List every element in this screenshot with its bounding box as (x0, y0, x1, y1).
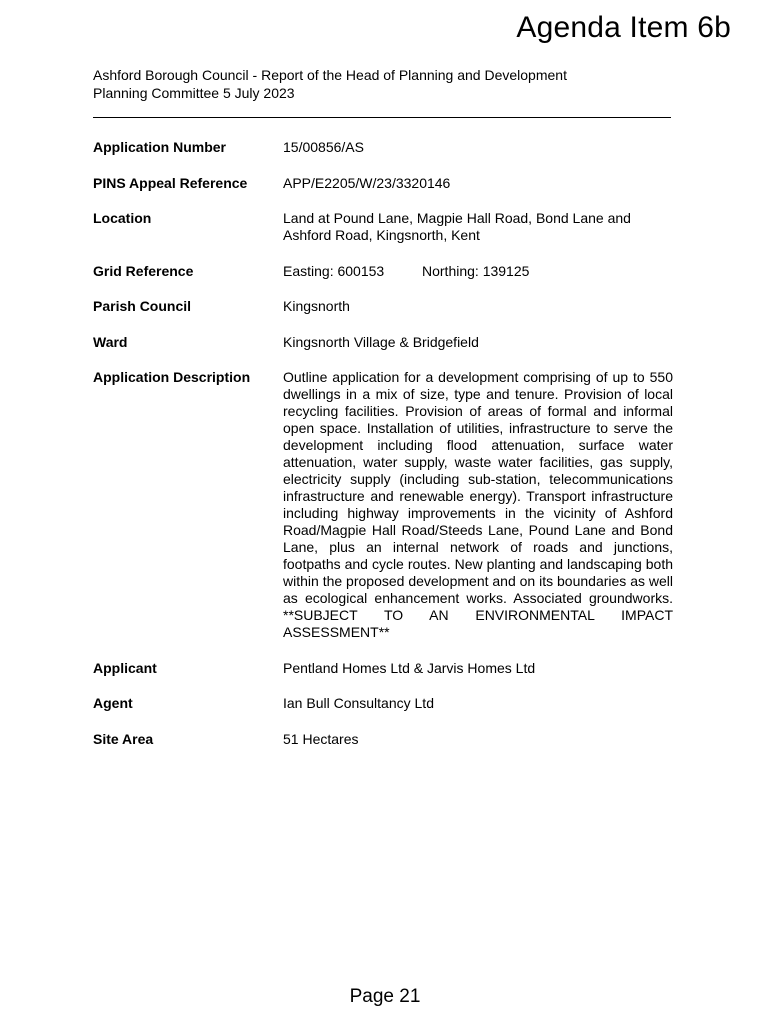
application-description-row (93, 369, 673, 641)
application-description-label: Application Description (93, 369, 251, 385)
ward-label: Ward (93, 333, 128, 350)
application-description-value: Outline application for a development comprising of up to 550 dwellings in a mix of size, type and tenure. Provision of local recycling facilities. Provision of areas of formal and informal open space. Installation of utilities, infrastructure to serve the development including flood attenuation, surface water attenuation, water supply, waste water facilities, gas supply, electricity supply (including sub-station, telecommunications infrastructure and renewable energy). Transport infrastructure including highway improvements in the vicinity of Ashford Road/Magpie Hall Road/Steeds Lane, Pound Lane and Bond Lane, plus an internal network of roads and junctions, footpaths and cycle routes. New planting and landscaping both within the proposed development and on its boundaries as well as ecological enhancement works. Associated groundworks. **SUBJECT TO AN ENVIRONMENTAL IMPACT ASSESSMENT** (283, 369, 673, 640)
pins-appeal-reference-label: PINS Appeal Reference (93, 174, 248, 191)
parish-council-label: Parish Council (93, 298, 192, 314)
location-label: Location (93, 210, 152, 226)
parish-council-value: Kingsnorth (283, 298, 350, 314)
grid-reference-label: Grid Reference (93, 262, 194, 279)
application-details (93, 139, 673, 766)
location-row (93, 210, 673, 244)
report-header (93, 66, 673, 102)
report-header-line1: Ashford Borough Council - Report of the Head of Planning and Development (93, 67, 567, 83)
agent-row (93, 695, 673, 712)
site-area-label: Site Area (93, 730, 154, 747)
header-divider (93, 117, 671, 118)
grid-reference-row (93, 263, 673, 280)
application-number-label: Application Number (93, 139, 227, 155)
application-number-value: 15/00856/AS (283, 139, 364, 155)
ward-row (93, 334, 673, 351)
ward-value: Kingsnorth Village & Bridgefield (283, 333, 479, 350)
applicant-label: Applicant (93, 659, 157, 676)
agenda-item-title: Agenda Item 6b (516, 11, 731, 44)
grid-reference-northing: Northing: 139125 (422, 262, 530, 279)
grid-reference-easting: Easting: 600153 (283, 262, 385, 279)
applicant-row (93, 660, 673, 677)
agent-label: Agent (93, 695, 133, 711)
pins-appeal-reference-row (93, 175, 673, 192)
applicant-value: Pentland Homes Ltd & Jarvis Homes Ltd (283, 659, 536, 676)
grid-reference-value (283, 263, 673, 280)
pins-appeal-reference-value: APP/E2205/W/23/3320146 (283, 174, 451, 191)
site-area-value: 51 Hectares (283, 730, 359, 747)
report-header-line2: Planning Committee 5 July 2023 (93, 85, 295, 101)
page-number: Page 21 (349, 986, 421, 1007)
location-value: Land at Pound Lane, Magpie Hall Road, Bond Lane and Ashford Road, Kingsnorth, Kent (283, 210, 631, 243)
site-area-row (93, 731, 673, 748)
application-number-row (93, 139, 673, 156)
agent-value: Ian Bull Consultancy Ltd (283, 695, 434, 711)
parish-council-row (93, 298, 673, 315)
